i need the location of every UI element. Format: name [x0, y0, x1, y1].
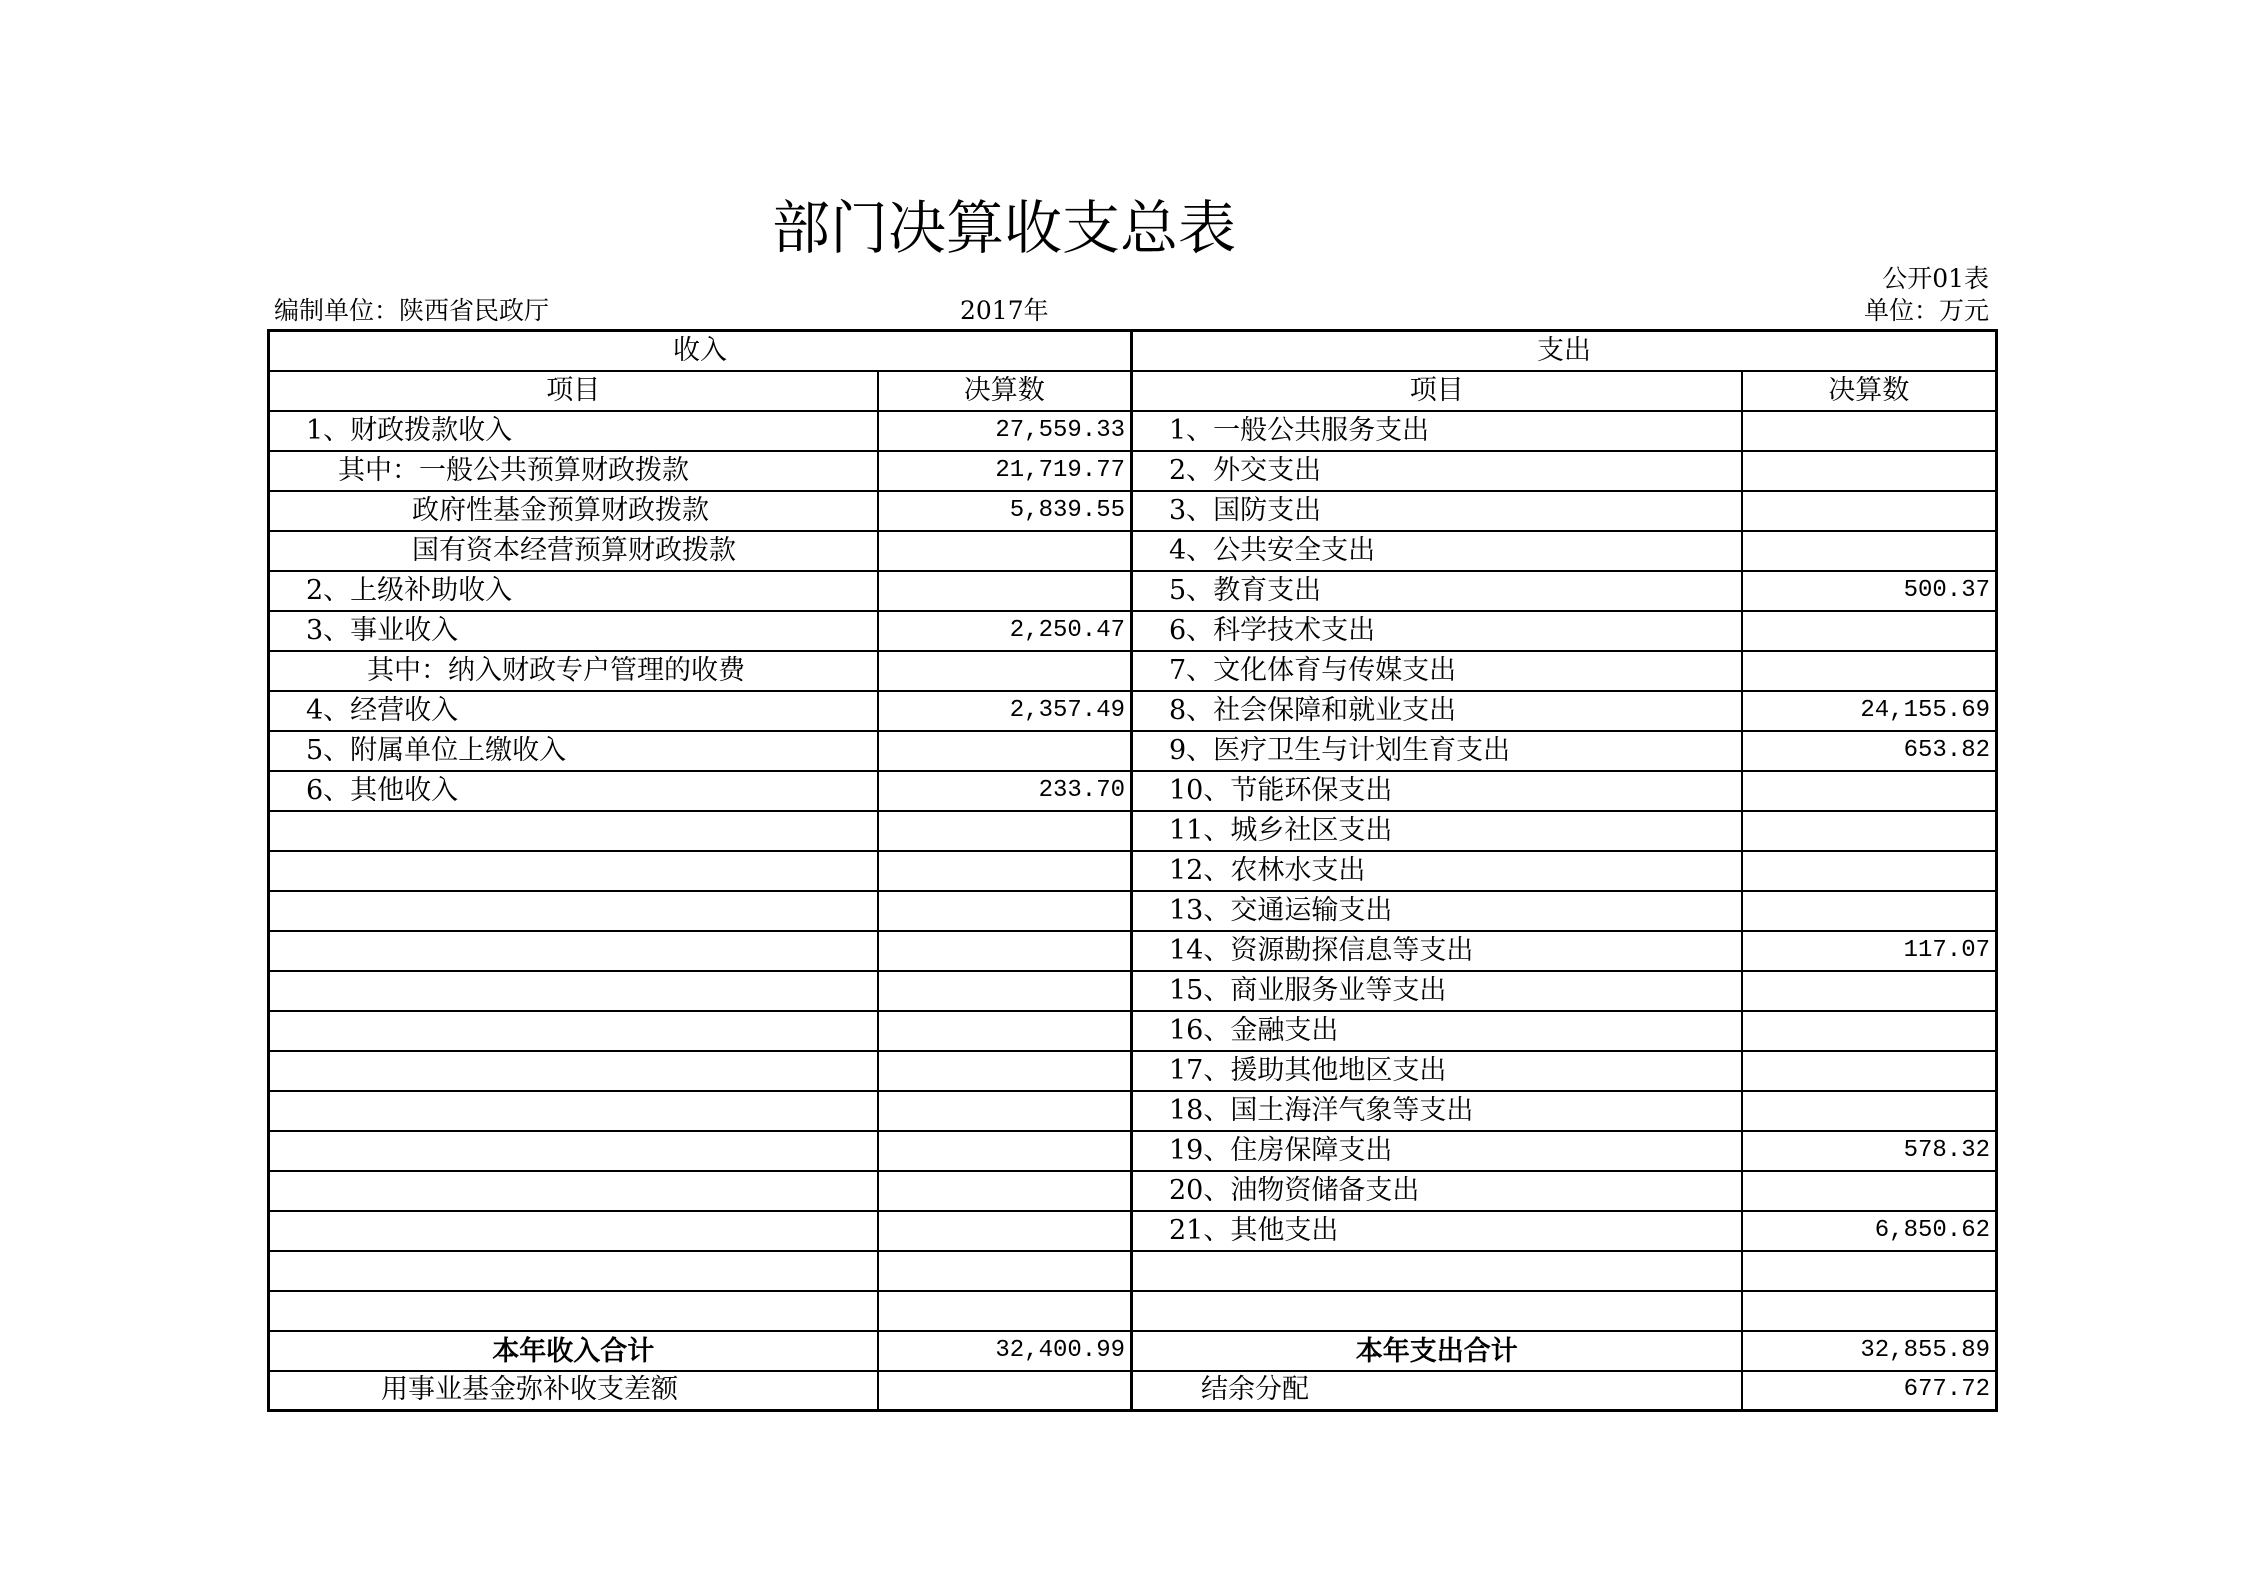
expense-item-cell: 10、节能环保支出	[1132, 771, 1742, 811]
table-row	[269, 491, 1997, 531]
income-amount-cell	[878, 811, 1132, 851]
income-footer-amount	[878, 1371, 1132, 1411]
expense-amount-cell	[1742, 451, 1997, 491]
expense-footer-label: 结余分配	[1132, 1371, 1742, 1411]
income-amount-cell	[878, 1171, 1132, 1211]
income-amount-cell	[878, 651, 1132, 691]
expense-amount-cell: 24,155.69	[1742, 691, 1997, 731]
income-amount-cell: 2,250.47	[878, 611, 1132, 651]
expense-amount-cell: 117.07	[1742, 931, 1997, 971]
expense-amount-cell	[1742, 851, 1997, 891]
income-item-cell	[269, 931, 878, 971]
expense-total-amount: 32,855.89	[1742, 1331, 1997, 1371]
income-amount-cell	[878, 1211, 1132, 1251]
expense-amount-cell: 653.82	[1742, 731, 1997, 771]
expense-item-cell: 3、国防支出	[1132, 491, 1742, 531]
income-amount-cell	[878, 531, 1132, 571]
page-title: 部门决算收支总表	[772, 194, 1237, 262]
income-amount-cell	[878, 931, 1132, 971]
empty-cell	[269, 1251, 878, 1291]
expense-header: 支出	[1132, 331, 1997, 371]
income-amount-cell: 21,719.77	[878, 451, 1132, 491]
expense-item-cell: 5、教育支出	[1132, 571, 1742, 611]
expense-amount-cell	[1742, 1011, 1997, 1051]
income-amount-cell	[878, 1091, 1132, 1131]
table-row	[269, 771, 1997, 811]
income-item-cell	[269, 1211, 878, 1251]
expense-item-cell: 6、科学技术支出	[1132, 611, 1742, 651]
income-item-cell: 2、上级补助收入	[269, 571, 878, 611]
income-total-label: 本年收入合计	[269, 1331, 878, 1371]
expense-amount-column-header: 决算数	[1742, 371, 1997, 411]
income-item-cell: 5、附属单位上缴收入	[269, 731, 878, 771]
income-item-column-header: 项目	[269, 371, 878, 411]
empty-table-row	[269, 1291, 1997, 1331]
expense-amount-cell	[1742, 411, 1997, 451]
form-code: 公开01表	[1882, 264, 1989, 293]
empty-cell	[878, 1251, 1132, 1291]
year-label: 2017年	[960, 296, 1049, 325]
income-item-cell: 政府性基金预算财政拨款	[269, 491, 878, 531]
income-amount-cell	[878, 971, 1132, 1011]
table-row	[269, 971, 1997, 1011]
table-row	[269, 851, 1997, 891]
income-amount-cell	[878, 731, 1132, 771]
income-amount-cell: 27,559.33	[878, 411, 1132, 451]
table-row	[269, 891, 1997, 931]
expense-amount-cell	[1742, 1051, 1997, 1091]
expense-item-cell: 14、资源勘探信息等支出	[1132, 931, 1742, 971]
table-row	[269, 1011, 1997, 1051]
income-item-cell: 其中：纳入财政专户管理的收费	[269, 651, 878, 691]
org-label: 编制单位：陕西省民政厅	[274, 296, 550, 325]
income-amount-cell	[878, 1051, 1132, 1091]
table-row	[269, 411, 1997, 451]
expense-footer-amount: 677.72	[1742, 1371, 1997, 1411]
table-section-header-row	[269, 331, 1997, 371]
income-amount-cell	[878, 571, 1132, 611]
income-amount-cell: 233.70	[878, 771, 1132, 811]
empty-cell	[1742, 1251, 1997, 1291]
table-row	[269, 1211, 1997, 1251]
table-row	[269, 1051, 1997, 1091]
empty-cell	[1742, 1291, 1997, 1331]
expense-item-cell: 11、城乡社区支出	[1132, 811, 1742, 851]
table-row	[269, 531, 1997, 571]
income-item-cell	[269, 971, 878, 1011]
income-amount-cell	[878, 851, 1132, 891]
income-item-cell	[269, 1171, 878, 1211]
expense-item-cell: 1、一般公共服务支出	[1132, 411, 1742, 451]
income-expense-table	[267, 329, 1998, 1412]
expense-amount-cell	[1742, 651, 1997, 691]
income-amount-column-header: 决算数	[878, 371, 1132, 411]
income-header: 收入	[269, 331, 1132, 371]
expense-amount-cell: 578.32	[1742, 1131, 1997, 1171]
table-row	[269, 611, 1997, 651]
expense-item-cell: 12、农林水支出	[1132, 851, 1742, 891]
expense-item-cell: 19、住房保障支出	[1132, 1131, 1742, 1171]
empty-cell	[1132, 1291, 1742, 1331]
expense-amount-cell	[1742, 971, 1997, 1011]
expense-item-cell: 15、商业服务业等支出	[1132, 971, 1742, 1011]
expense-amount-cell	[1742, 1171, 1997, 1211]
income-total-amount: 32,400.99	[878, 1331, 1132, 1371]
table-row	[269, 731, 1997, 771]
income-item-cell: 3、事业收入	[269, 611, 878, 651]
income-amount-cell: 2,357.49	[878, 691, 1132, 731]
empty-cell	[1132, 1251, 1742, 1291]
table-column-header-row	[269, 371, 1997, 411]
income-item-cell: 1、财政拨款收入	[269, 411, 878, 451]
table-row	[269, 931, 1997, 971]
table-row	[269, 1171, 1997, 1211]
expense-item-cell: 8、社会保障和就业支出	[1132, 691, 1742, 731]
income-item-cell	[269, 891, 878, 931]
empty-table-row	[269, 1251, 1997, 1291]
table-row	[269, 651, 1997, 691]
income-amount-cell	[878, 891, 1132, 931]
empty-cell	[269, 1291, 878, 1331]
expense-amount-cell	[1742, 891, 1997, 931]
expense-amount-cell: 6,850.62	[1742, 1211, 1997, 1251]
expense-item-cell: 9、医疗卫生与计划生育支出	[1132, 731, 1742, 771]
income-amount-cell: 5,839.55	[878, 491, 1132, 531]
expense-item-column-header: 项目	[1132, 371, 1742, 411]
income-item-cell: 其中：一般公共预算财政拨款	[269, 451, 878, 491]
table-row	[269, 451, 1997, 491]
expense-amount-cell	[1742, 1091, 1997, 1131]
expense-amount-cell: 500.37	[1742, 571, 1997, 611]
income-item-cell	[269, 851, 878, 891]
income-footer-label: 用事业基金弥补收支差额	[269, 1371, 878, 1411]
expense-item-cell: 7、文化体育与传媒支出	[1132, 651, 1742, 691]
income-item-cell	[269, 1011, 878, 1051]
expense-amount-cell	[1742, 811, 1997, 851]
income-item-cell	[269, 1051, 878, 1091]
expense-item-cell: 4、公共安全支出	[1132, 531, 1742, 571]
income-item-cell: 4、经营收入	[269, 691, 878, 731]
table-row	[269, 811, 1997, 851]
expense-item-cell: 2、外交支出	[1132, 451, 1742, 491]
unit-label: 单位：万元	[1863, 296, 1989, 325]
footer-row	[269, 1371, 1997, 1411]
expense-item-cell: 17、援助其他地区支出	[1132, 1051, 1742, 1091]
expense-amount-cell	[1742, 611, 1997, 651]
income-item-cell	[269, 1091, 878, 1131]
expense-item-cell: 21、其他支出	[1132, 1211, 1742, 1251]
expense-amount-cell	[1742, 771, 1997, 811]
expense-amount-cell	[1742, 491, 1997, 531]
empty-cell	[878, 1291, 1132, 1331]
income-item-cell: 国有资本经营预算财政拨款	[269, 531, 878, 571]
total-row	[269, 1331, 1997, 1371]
table-row	[269, 571, 1997, 611]
table-row	[269, 1091, 1997, 1131]
expense-total-label: 本年支出合计	[1132, 1331, 1742, 1371]
table-row	[269, 1131, 1997, 1171]
expense-item-cell: 18、国土海洋气象等支出	[1132, 1091, 1742, 1131]
income-item-cell	[269, 811, 878, 851]
income-item-cell	[269, 1131, 878, 1171]
income-amount-cell	[878, 1011, 1132, 1051]
expense-amount-cell	[1742, 531, 1997, 571]
expense-item-cell: 16、金融支出	[1132, 1011, 1742, 1051]
expense-item-cell: 20、油物资储备支出	[1132, 1171, 1742, 1211]
expense-item-cell: 13、交通运输支出	[1132, 891, 1742, 931]
income-item-cell: 6、其他收入	[269, 771, 878, 811]
income-amount-cell	[878, 1131, 1132, 1171]
table-row	[269, 691, 1997, 731]
